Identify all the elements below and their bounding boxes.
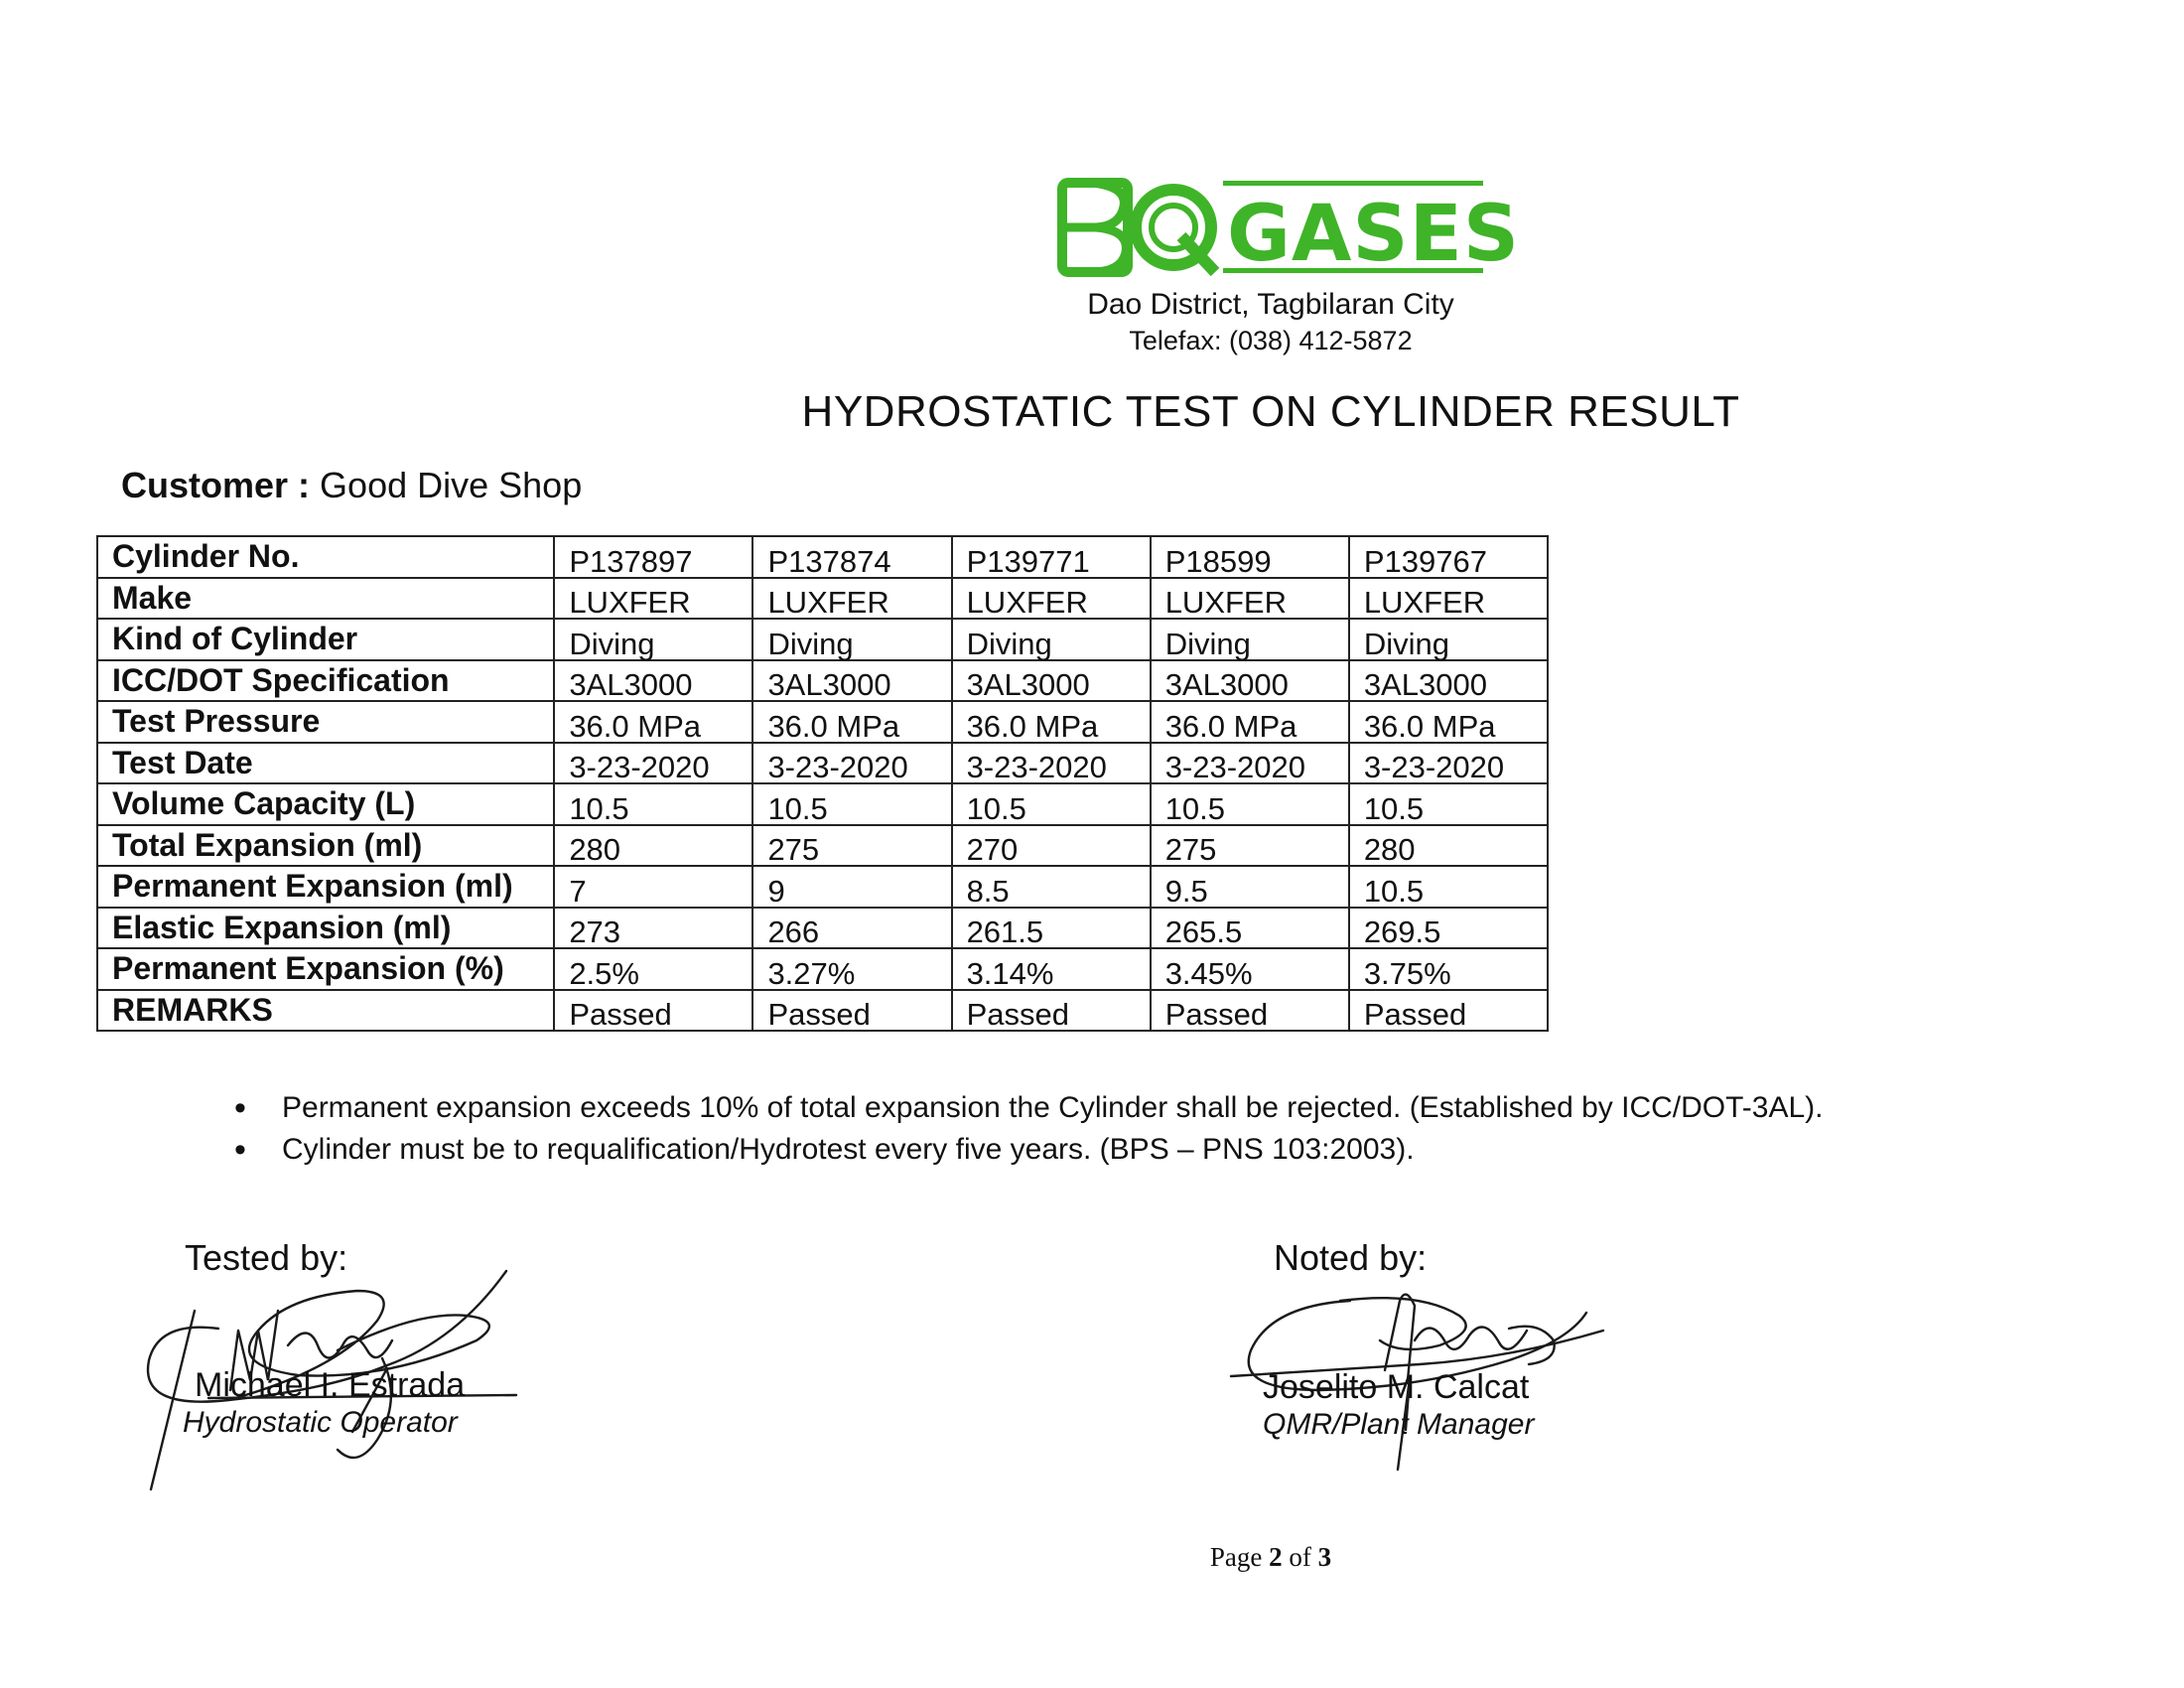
table-cell: 36.0 MPa [1349,701,1548,743]
table-cell: P139767 [1349,536,1548,578]
results-table [96,535,1549,1032]
table-row [97,825,1548,867]
table-cell: 8.5 [952,866,1151,908]
page-prefix: Page [1209,1542,1263,1572]
table-cell: Passed [752,990,951,1032]
notes-list [248,1087,1824,1171]
note-item: • Permanent expansion exceeds 10% of total expansion the Cylinder shall be rejected. (Established by ICC/DOT-3AL). [248,1087,1824,1129]
table-cell: 269.5 [1349,908,1548,949]
table-cell: Diving [752,619,951,660]
company-address: Dao District, Tagbilaran City [1087,288,1454,321]
table-cell: 3-23-2020 [752,743,951,784]
tested-by-role: Hydrostatic Operator [183,1406,458,1439]
table-cell: 3AL3000 [952,660,1151,702]
table-cell: 265.5 [1151,908,1349,949]
table-cell: 3.27% [752,948,951,990]
table-cell: 36.0 MPa [952,701,1151,743]
table-cell: LUXFER [752,578,951,620]
table-cell: 280 [554,825,752,867]
row-label: Volume Capacity (L) [97,783,554,825]
table-cell: LUXFER [554,578,752,620]
table-cell: 10.5 [1349,866,1548,908]
table-cell: 3-23-2020 [952,743,1151,784]
table-cell: 261.5 [952,908,1151,949]
row-label: Test Date [97,743,554,784]
table-cell: P137874 [752,536,951,578]
table-cell: Diving [554,619,752,660]
table-cell: 10.5 [752,783,951,825]
table-cell: 3.14% [952,948,1151,990]
table-row [97,619,1548,660]
table-cell: 9 [752,866,951,908]
table-cell: Diving [952,619,1151,660]
customer-name: Good Dive Shop [320,465,583,505]
page-current: 2 [1269,1542,1283,1572]
company-telefax: Telefax: (038) 412-5872 [1129,326,1413,355]
tested-by-name: Michael I. Estrada [195,1366,466,1404]
table-row [97,783,1548,825]
table-cell: 36.0 MPa [554,701,752,743]
table-cell: 275 [752,825,951,867]
table-cell: P139771 [952,536,1151,578]
row-label: Make [97,578,554,620]
table-cell: 7 [554,866,752,908]
table-row [97,908,1548,949]
table-row [97,536,1548,578]
row-label: Elastic Expansion (ml) [97,908,554,949]
table-row [97,578,1548,620]
noted-by-label: Noted by: [1274,1237,1428,1278]
table-row [97,660,1548,702]
row-label: Total Expansion (ml) [97,825,554,867]
table-cell: 36.0 MPa [752,701,951,743]
table-cell: LUXFER [1151,578,1349,620]
customer-label: Customer : [121,465,311,505]
table-cell: 10.5 [952,783,1151,825]
table-cell: 3.75% [1349,948,1548,990]
table-cell: 275 [1151,825,1349,867]
row-label: Kind of Cylinder [97,619,554,660]
table-cell: P137897 [554,536,752,578]
bq-gases-logo-icon [1058,177,1521,280]
note-item: • Cylinder must be to requalification/Hydrotest every five years. (BPS – PNS 103:2003). [248,1129,1824,1171]
table-cell: 3-23-2020 [1151,743,1349,784]
table-cell: 3AL3000 [1349,660,1548,702]
table-cell: Passed [554,990,752,1032]
tested-by-label: Tested by: [185,1237,348,1278]
row-label: Permanent Expansion (ml) [97,866,554,908]
table-cell: 3-23-2020 [1349,743,1548,784]
table-cell: 3-23-2020 [554,743,752,784]
table-cell: Passed [1349,990,1548,1032]
table-cell: 10.5 [554,783,752,825]
table-cell: P18599 [1151,536,1349,578]
table-cell: Passed [952,990,1151,1032]
table-cell: 3.45% [1151,948,1349,990]
table-cell: 10.5 [1349,783,1548,825]
table-cell: LUXFER [952,578,1151,620]
table-cell: LUXFER [1349,578,1548,620]
row-label: Cylinder No. [97,536,554,578]
table-cell: 3AL3000 [554,660,752,702]
row-label: REMARKS [97,990,554,1032]
table-row [97,948,1548,990]
table-cell: 36.0 MPa [1151,701,1349,743]
logo-wordmark: GASES [1227,190,1521,279]
table-cell: Passed [1151,990,1349,1032]
table-row [97,990,1548,1032]
table-cell: 3AL3000 [752,660,951,702]
page-number [1171,1542,1370,1573]
table-cell: 10.5 [1151,783,1349,825]
table-row [97,743,1548,784]
table-cell: 280 [1349,825,1548,867]
table-cell: 270 [952,825,1151,867]
table-cell: 3AL3000 [1151,660,1349,702]
table-row [97,866,1548,908]
table-cell: 2.5% [554,948,752,990]
page-of: of [1289,1542,1311,1572]
page-total: 3 [1317,1542,1332,1572]
table-cell: 273 [554,908,752,949]
noted-by-role: QMR/Plant Manager [1263,1408,1535,1441]
customer-line [121,465,582,506]
table-cell: 266 [752,908,951,949]
noted-by-name: Joselito M. Calcat [1263,1368,1530,1406]
table-cell: Diving [1349,619,1548,660]
table-cell: Diving [1151,619,1349,660]
row-label: ICC/DOT Specification [97,660,554,702]
document-title: HYDROSTATIC TEST ON CYLINDER RESULT [801,387,1740,436]
company-logo [1058,177,1521,280]
table-row [97,701,1548,743]
table-cell: 9.5 [1151,866,1349,908]
row-label: Test Pressure [97,701,554,743]
row-label: Permanent Expansion (%) [97,948,554,990]
